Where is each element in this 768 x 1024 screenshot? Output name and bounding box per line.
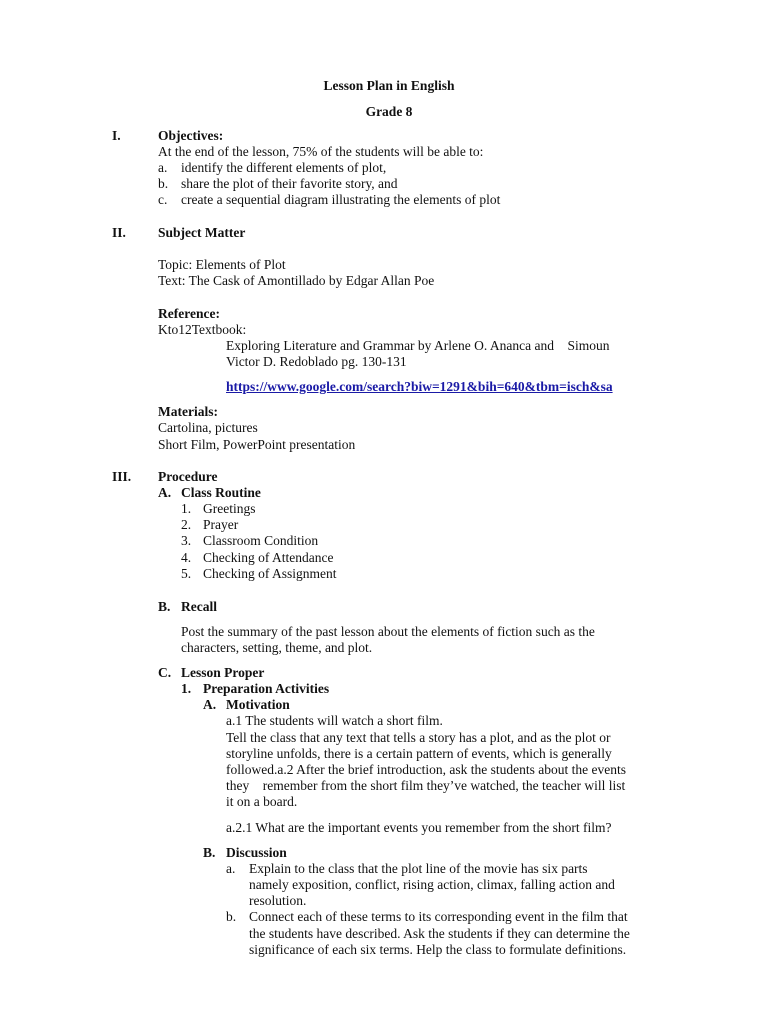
- class-routine-heading: Class Routine: [181, 485, 261, 500]
- motivation-question: a.2.1 What are the important events you remember from the short film?: [226, 820, 612, 835]
- procedure-heading: Procedure: [158, 469, 218, 484]
- materials-item: Cartolina, pictures: [158, 420, 258, 435]
- objectives-heading: Objectives:: [158, 128, 224, 143]
- discussion-label: B.: [203, 845, 216, 860]
- objective-item: share the plot of their favorite story, and: [181, 176, 398, 191]
- objective-letter: b.: [158, 176, 169, 191]
- recall-line: characters, setting, theme, and plot.: [181, 640, 373, 655]
- routine-item: Checking of Assignment: [203, 566, 337, 581]
- grade-label: Grade 8: [365, 104, 413, 119]
- motivation-label: A.: [203, 697, 217, 712]
- subject-matter-heading: Subject Matter: [158, 225, 246, 240]
- discussion-letter: a.: [226, 861, 236, 876]
- motivation-line: a.1 The students will watch a short film.: [226, 713, 443, 728]
- reference-citation-line: Victor D. Redoblado pg. 130-131: [226, 354, 407, 369]
- discussion-letter: b.: [226, 909, 237, 924]
- routine-number: 3.: [181, 533, 192, 548]
- discussion-line: resolution.: [249, 893, 307, 908]
- section-numeral-objectives: I.: [112, 128, 121, 143]
- motivation-heading: Motivation: [226, 697, 290, 712]
- recall-line: Post the summary of the past lesson about the elements of fiction such as the: [181, 624, 595, 639]
- section-numeral-procedure: III.: [112, 469, 132, 484]
- recall-heading: Recall: [181, 599, 217, 614]
- discussion-line: Explain to the class that the plot line of the movie has six parts: [249, 861, 588, 876]
- text-line: Text: The Cask of Amontillado by Edgar Allan Poe: [158, 273, 435, 288]
- objective-item: identify the different elements of plot,: [181, 160, 387, 175]
- recall-label: B.: [158, 599, 171, 614]
- preparation-number: 1.: [181, 681, 192, 696]
- section-numeral-subject-matter: II.: [112, 225, 126, 240]
- preparation-heading: Preparation Activities: [203, 681, 330, 696]
- discussion-line: significance of each six terms. Help the class to formulate definitions.: [249, 942, 627, 957]
- topic-line: Topic: Elements of Plot: [158, 257, 286, 272]
- routine-item: Greetings: [203, 501, 256, 516]
- motivation-line: Tell the class that any text that tells a story has a plot, and as the plot or: [226, 730, 611, 745]
- routine-number: 4.: [181, 550, 192, 565]
- objective-letter: c.: [158, 192, 168, 207]
- lesson-proper-heading: Lesson Proper: [181, 665, 265, 680]
- motivation-line: storyline unfolds, there is a certain pattern of events, which is generally: [226, 746, 612, 761]
- routine-number: 1.: [181, 501, 192, 516]
- routine-number: 5.: [181, 566, 192, 581]
- class-routine-label: A.: [158, 485, 172, 500]
- materials-heading: Materials:: [158, 404, 218, 419]
- document-title: Lesson Plan in English: [323, 78, 455, 93]
- routine-number: 2.: [181, 517, 192, 532]
- motivation-line: it on a board.: [226, 794, 298, 809]
- discussion-line: namely exposition, conflict, rising action, climax, falling action and: [249, 877, 615, 892]
- routine-item: Classroom Condition: [203, 533, 319, 548]
- motivation-line: followed.a.2 After the brief introduction, ask the students about the events: [226, 762, 627, 777]
- objective-letter: a.: [158, 160, 168, 175]
- reference-citation-line: Exploring Literature and Grammar by Arlene O. Ananca and Simoun: [226, 338, 610, 353]
- routine-item: Checking of Attendance: [203, 550, 334, 565]
- reference-link[interactable]: https://www.google.com/search?biw=1291&bih=640&tbm=isch&sa: [226, 379, 613, 394]
- discussion-line: the students have described. Ask the students if they can determine the: [249, 926, 630, 941]
- objective-item: create a sequential diagram illustrating the elements of plot: [181, 192, 501, 207]
- reference-heading: Reference:: [158, 306, 220, 321]
- discussion-line: Connect each of these terms to its corresponding event in the film that: [249, 909, 628, 924]
- routine-item: Prayer: [203, 517, 239, 532]
- materials-item: Short Film, PowerPoint presentation: [158, 437, 356, 452]
- motivation-line: they remember from the short film they’ve watched, the teacher will list: [226, 778, 626, 793]
- reference-link-wrapper: [226, 379, 613, 395]
- reference-source: Kto12Textbook:: [158, 322, 247, 337]
- lesson-proper-label: C.: [158, 665, 172, 680]
- objectives-intro: At the end of the lesson, 75% of the students will be able to:: [158, 144, 484, 159]
- discussion-heading: Discussion: [226, 845, 287, 860]
